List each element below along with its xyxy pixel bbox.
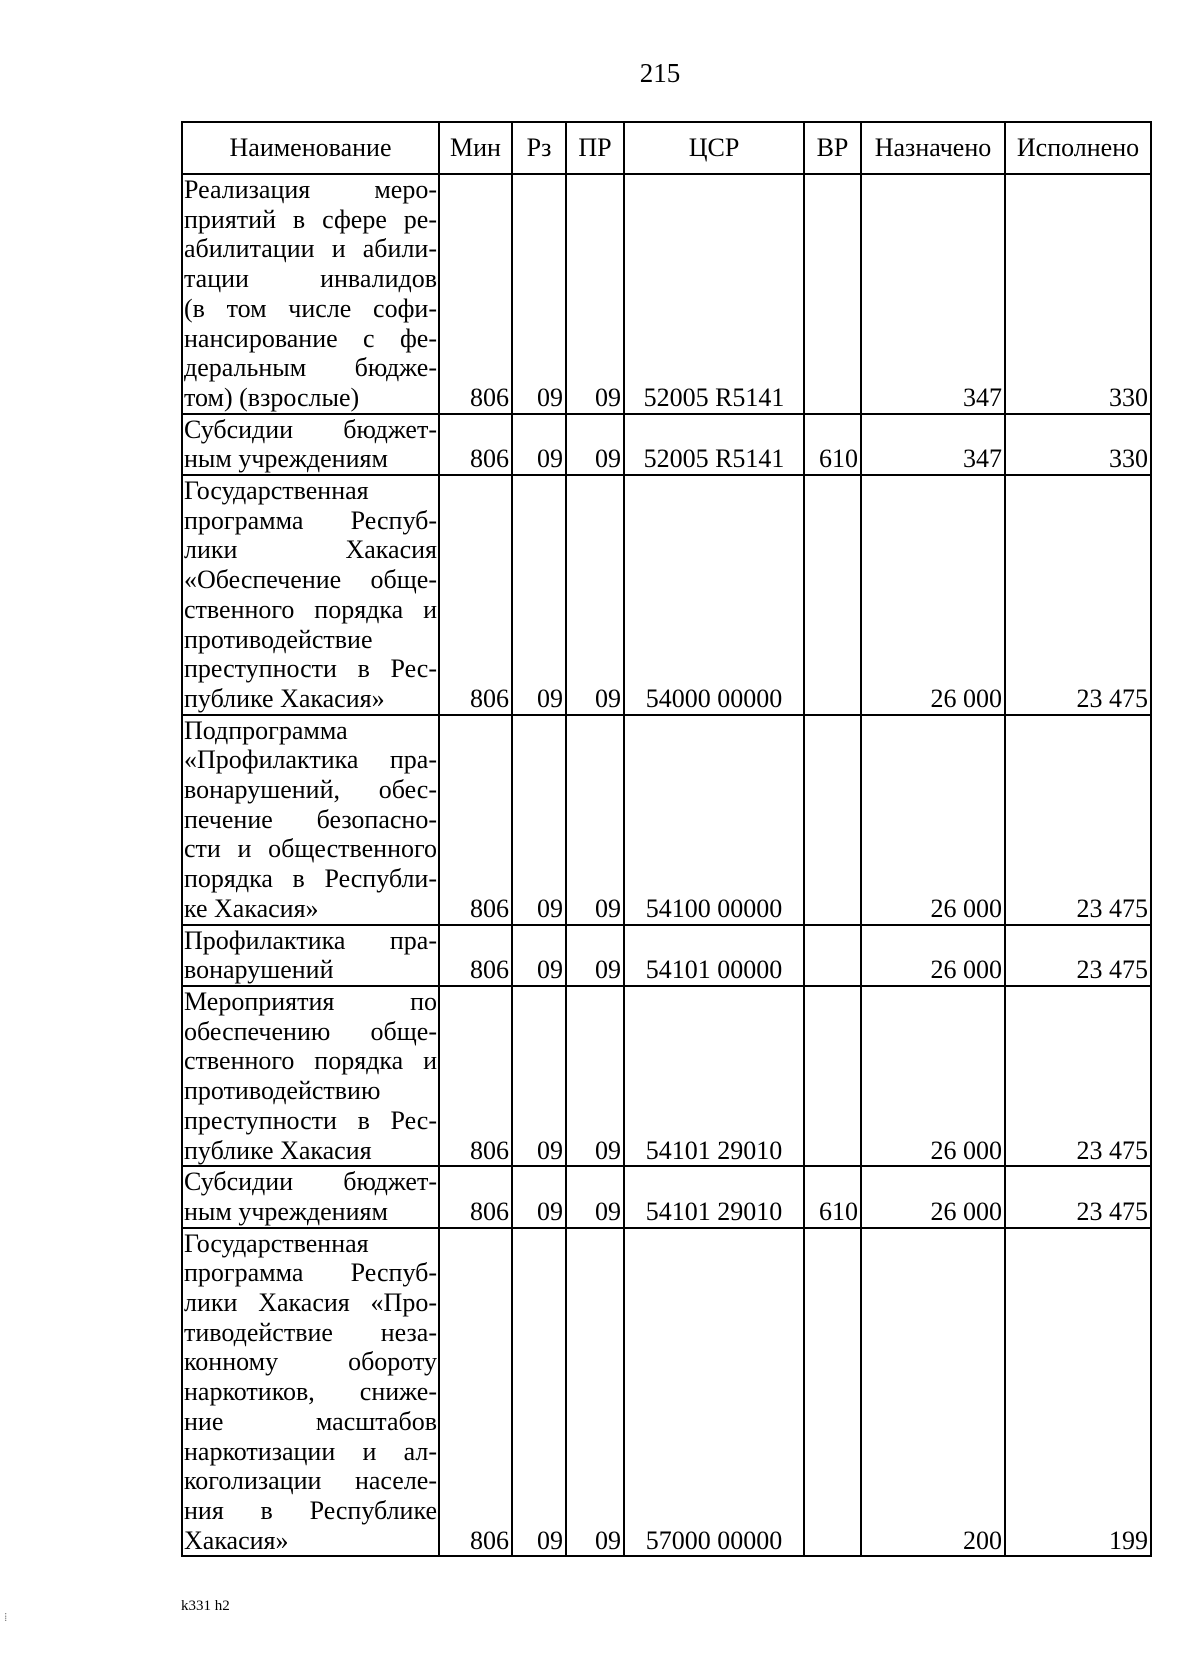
row-name-line: ственного порядка и bbox=[184, 1046, 437, 1076]
row-assigned-cell: 347 bbox=[861, 174, 1005, 414]
row-vr-cell bbox=[804, 475, 861, 715]
row-name-line: ние масштабов bbox=[184, 1406, 437, 1436]
col-header-vr: ВР bbox=[804, 122, 861, 174]
row-vr-cell bbox=[804, 715, 861, 925]
row-name-line: лики Хакасия «Про- bbox=[184, 1288, 437, 1318]
table-row bbox=[182, 475, 1151, 715]
row-name-line: Мероприятия по bbox=[184, 986, 437, 1016]
row-name-line: обеспечению обще- bbox=[184, 1016, 437, 1046]
row-name-cell bbox=[182, 715, 439, 925]
row-name-line: «Обеспечение обще- bbox=[184, 565, 437, 595]
row-assigned-cell: 200 bbox=[861, 1228, 1005, 1557]
row-name-line: вонарушений, обес- bbox=[184, 775, 437, 805]
col-header-csr: ЦСР bbox=[624, 122, 804, 174]
row-name-line: (в том числе софи- bbox=[184, 293, 437, 323]
row-executed-cell: 23 475 bbox=[1005, 715, 1151, 925]
page-number: 215 bbox=[639, 58, 681, 88]
row-assigned-cell: 26 000 bbox=[861, 1166, 1005, 1227]
row-name-line: том) (взрослые) bbox=[184, 382, 360, 412]
row-name-line: наркотиков, сниже- bbox=[184, 1377, 437, 1407]
row-name-cell bbox=[182, 174, 439, 414]
col-header-name: Наименование bbox=[182, 122, 439, 174]
table-header-row bbox=[182, 122, 1151, 174]
row-name-line: ке Хакасия» bbox=[184, 893, 319, 923]
row-executed-cell: 199 bbox=[1005, 1228, 1151, 1557]
row-name-line: порядка в Республи- bbox=[184, 864, 437, 894]
col-header-rz: Рз bbox=[512, 122, 566, 174]
row-name-cell bbox=[182, 986, 439, 1166]
col-header-executed: Исполнено bbox=[1005, 122, 1151, 174]
row-vr-cell: 610 bbox=[804, 1166, 861, 1227]
row-name-line: абилитации и абили- bbox=[184, 234, 437, 264]
row-rz-cell: 09 bbox=[512, 986, 566, 1166]
row-executed-cell: 23 475 bbox=[1005, 475, 1151, 715]
row-rz-cell: 09 bbox=[512, 1228, 566, 1557]
row-pr-cell: 09 bbox=[566, 475, 624, 715]
row-name-line: Подпрограмма bbox=[184, 715, 348, 745]
col-header-pr: ПР bbox=[566, 122, 624, 174]
row-executed-cell: 23 475 bbox=[1005, 925, 1151, 986]
row-name-line: Государственная bbox=[184, 476, 369, 506]
row-assigned-cell: 26 000 bbox=[861, 715, 1005, 925]
row-name-line: программа Респуб- bbox=[184, 505, 437, 535]
row-name-line: Субсидии бюджет- bbox=[184, 1167, 437, 1197]
row-name-line: преступности в Рес- bbox=[184, 654, 437, 684]
row-name-line: печение безопасно- bbox=[184, 804, 437, 834]
row-vr-cell bbox=[804, 925, 861, 986]
row-vr-cell bbox=[804, 986, 861, 1166]
row-csr-cell: 54101 00000 bbox=[624, 925, 804, 986]
row-name-line: конному обороту bbox=[184, 1347, 437, 1377]
row-assigned-cell: 26 000 bbox=[861, 475, 1005, 715]
row-rz-cell: 09 bbox=[512, 414, 566, 475]
row-executed-cell: 23 475 bbox=[1005, 986, 1151, 1166]
row-assigned-cell: 26 000 bbox=[861, 986, 1005, 1166]
row-name-line: публике Хакасия» bbox=[184, 683, 385, 713]
row-csr-cell: 57000 00000 bbox=[624, 1228, 804, 1557]
row-vr-cell bbox=[804, 174, 861, 414]
table-row bbox=[182, 1228, 1151, 1557]
row-executed-cell: 330 bbox=[1005, 414, 1151, 475]
row-name-line: вонарушений bbox=[184, 955, 334, 985]
row-name-line: преступности в Рес- bbox=[184, 1105, 437, 1135]
row-name-line: тиводействие неза- bbox=[184, 1317, 437, 1347]
row-executed-cell: 23 475 bbox=[1005, 1166, 1151, 1227]
row-name-line: программа Респуб- bbox=[184, 1258, 437, 1288]
row-min-cell: 806 bbox=[439, 414, 512, 475]
row-min-cell: 806 bbox=[439, 174, 512, 414]
row-min-cell: 806 bbox=[439, 475, 512, 715]
row-name-line: тации инвалидов bbox=[184, 264, 437, 294]
row-pr-cell: 09 bbox=[566, 715, 624, 925]
table-body bbox=[182, 174, 1151, 1556]
row-name-line: Профилактика пра- bbox=[184, 925, 437, 955]
col-header-assigned: Назначено bbox=[861, 122, 1005, 174]
row-min-cell: 806 bbox=[439, 986, 512, 1166]
row-name-cell bbox=[182, 1166, 439, 1227]
row-name-cell bbox=[182, 475, 439, 715]
row-min-cell: 806 bbox=[439, 1166, 512, 1227]
row-name-line: нансирование с фе- bbox=[184, 323, 437, 353]
row-name-line: деральным бюдже- bbox=[184, 353, 437, 383]
table-row bbox=[182, 1166, 1151, 1227]
row-name-line: ственного порядка и bbox=[184, 594, 437, 624]
row-csr-cell: 52005 R5141 bbox=[624, 414, 804, 475]
table-row bbox=[182, 925, 1151, 986]
row-name-line: ным учреждениям bbox=[184, 444, 388, 474]
row-csr-cell: 54101 29010 bbox=[624, 1166, 804, 1227]
row-name-line: коголизации населе- bbox=[184, 1466, 437, 1496]
row-name-line: публике Хакасия bbox=[184, 1135, 372, 1165]
row-min-cell: 806 bbox=[439, 1228, 512, 1557]
row-assigned-cell: 26 000 bbox=[861, 925, 1005, 986]
footer-code: k331 h2 bbox=[181, 1598, 230, 1614]
row-vr-cell: 610 bbox=[804, 414, 861, 475]
row-name-line: наркотизации и ал- bbox=[184, 1436, 437, 1466]
row-vr-cell bbox=[804, 1228, 861, 1557]
row-name-cell bbox=[182, 925, 439, 986]
row-name-line: лики Хакасия bbox=[184, 535, 437, 565]
table-row bbox=[182, 986, 1151, 1166]
row-assigned-cell: 347 bbox=[861, 414, 1005, 475]
row-name-line: Субсидии бюджет- bbox=[184, 414, 437, 444]
row-rz-cell: 09 bbox=[512, 715, 566, 925]
row-name-line: ния в Республике bbox=[184, 1495, 437, 1525]
row-name-line: приятий в сфере ре- bbox=[184, 204, 437, 234]
row-pr-cell: 09 bbox=[566, 986, 624, 1166]
row-name-line: ным учреждениям bbox=[184, 1196, 388, 1226]
row-min-cell: 806 bbox=[439, 925, 512, 986]
row-rz-cell: 09 bbox=[512, 475, 566, 715]
row-name-line: противодействие bbox=[184, 624, 373, 654]
row-csr-cell: 54100 00000 bbox=[624, 715, 804, 925]
row-name-line: противодействию bbox=[184, 1076, 381, 1106]
row-executed-cell: 330 bbox=[1005, 174, 1151, 414]
row-csr-cell: 54101 29010 bbox=[624, 986, 804, 1166]
row-name-cell bbox=[182, 1228, 439, 1557]
margin-mark: ⁞ bbox=[4, 1610, 8, 1624]
row-name-cell bbox=[182, 414, 439, 475]
row-pr-cell: 09 bbox=[566, 1228, 624, 1557]
row-pr-cell: 09 bbox=[566, 174, 624, 414]
row-name-line: Реализация меро- bbox=[184, 175, 437, 204]
row-name-line: сти и общественного bbox=[184, 834, 437, 864]
table-row bbox=[182, 174, 1151, 414]
row-min-cell: 806 bbox=[439, 715, 512, 925]
budget-table bbox=[181, 121, 1152, 1557]
row-csr-cell: 52005 R5141 bbox=[624, 174, 804, 414]
row-rz-cell: 09 bbox=[512, 1166, 566, 1227]
row-pr-cell: 09 bbox=[566, 925, 624, 986]
row-rz-cell: 09 bbox=[512, 174, 566, 414]
row-name-line: Государственная bbox=[184, 1228, 369, 1258]
row-pr-cell: 09 bbox=[566, 414, 624, 475]
row-rz-cell: 09 bbox=[512, 925, 566, 986]
table-row bbox=[182, 414, 1151, 475]
col-header-min: Мин bbox=[439, 122, 512, 174]
row-pr-cell: 09 bbox=[566, 1166, 624, 1227]
row-name-line: Хакасия» bbox=[184, 1525, 289, 1555]
row-csr-cell: 54000 00000 bbox=[624, 475, 804, 715]
row-name-line: «Профилактика пра- bbox=[184, 745, 437, 775]
table-row bbox=[182, 715, 1151, 925]
